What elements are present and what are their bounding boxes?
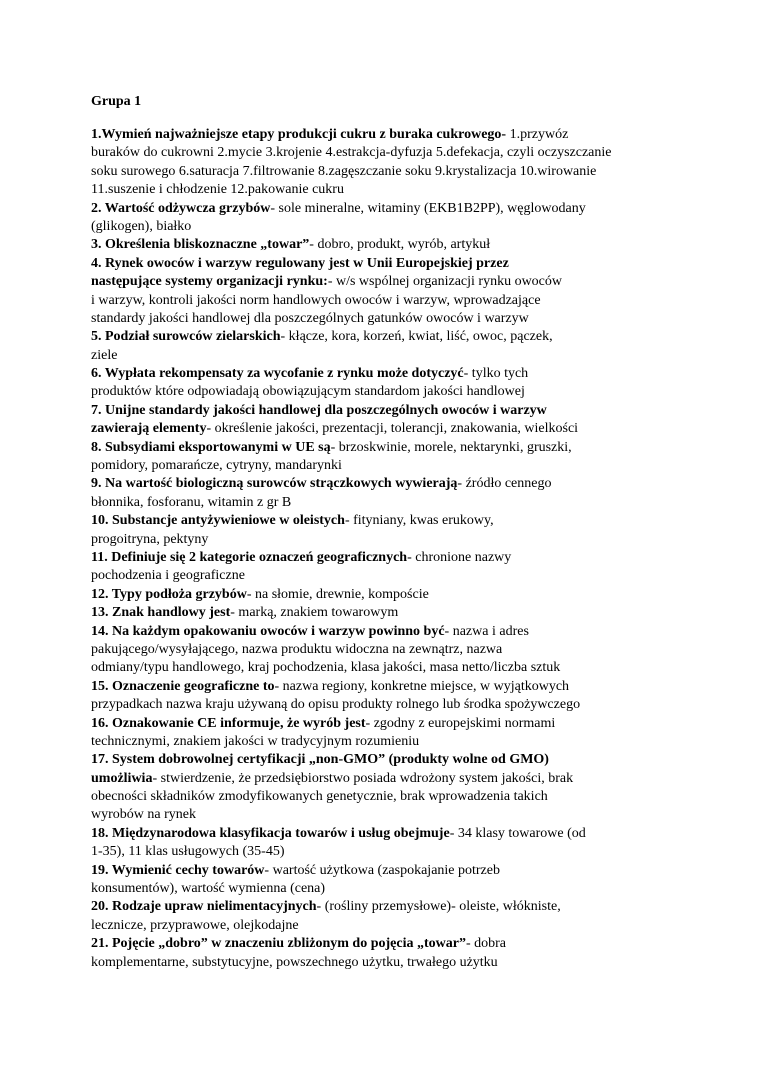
document-title: Grupa 1 (91, 94, 142, 109)
text-line (91, 770, 612, 788)
question-text: 12. Typy podłoża grzybów (91, 586, 247, 602)
text-line (91, 733, 612, 751)
text-line (91, 163, 612, 181)
answer-text: (glikogen), białko (91, 218, 192, 234)
answer-text: błonnika, fosforanu, witamin z gr B (91, 494, 292, 510)
text-line (91, 475, 612, 493)
question-text: 17. System dobrowolnej certyfikacji „non-GMO” (produkty wolne od GMO) (91, 752, 549, 768)
question-text: 13. Znak handlowy jest (91, 605, 231, 621)
answer-text: komplementarne, substytucyjne, powszechnego użytku, trwałego użytku (91, 954, 498, 970)
question-text: 9. Na wartość biologiczną surowców strączkowych wywierają (91, 476, 458, 492)
answer-text: standardy jakości handlowej dla poszczególnych gatunków owoców i warzyw (91, 310, 529, 326)
text-line (91, 200, 612, 218)
answer-text: - marką, znakiem towarowym (230, 605, 399, 621)
text-line (91, 236, 612, 254)
text-line (91, 512, 612, 530)
text-line (91, 365, 612, 383)
text-line (91, 678, 612, 696)
answer-text: 1-35), 11 klas usługowych (35-45) (91, 844, 285, 860)
text-line (91, 880, 612, 898)
text-line (91, 788, 612, 806)
text-line (91, 420, 612, 438)
answer-text: - fityniany, kwas erukowy, (344, 513, 494, 529)
question-text: 1.Wymień najważniejsze etapy produkcji cukru z buraka cukrowego- (91, 127, 507, 142)
answer-text: 1.przywóz (506, 127, 569, 142)
text-line (91, 310, 612, 328)
question-text: umożliwia (91, 770, 153, 786)
answer-text: - (rośliny przemysłowe)- oleiste, włókniste, (316, 899, 561, 915)
answer-text: - stwierdzenie, że przedsiębiorstwo posiada wdrożony system jakości, brak (152, 770, 574, 786)
text-line (91, 383, 612, 401)
answer-text: - kłącze, kora, korzeń, kwiat, liść, owoc, pączek, (280, 329, 553, 345)
text-line (91, 457, 612, 475)
text-line (91, 255, 612, 273)
question-text: 11. Definiuje się 2 kategorie oznaczeń geograficznych (91, 549, 408, 565)
text-line (91, 439, 612, 457)
question-text: 19. Wymienić cechy towarów (91, 862, 265, 878)
question-text: 20. Rodzaje upraw nielimentacyjnych (91, 899, 317, 915)
text-line (91, 898, 612, 916)
answer-text: pakującego/wysyłającego, nazwa produktu widoczna na zewnątrz, nazwa (91, 641, 503, 657)
text-line (91, 825, 612, 843)
answer-text: - 34 klasy towarowe (od (449, 825, 586, 841)
text-line (91, 144, 612, 162)
text-line (91, 567, 612, 585)
text-line (91, 126, 612, 144)
question-text: 3. Określenia bliskoznaczne „towar” (91, 237, 310, 253)
text-line (91, 218, 612, 236)
text-line (91, 751, 612, 769)
answer-text: przypadkach nazwa kraju używaną do opisu produkty rolnego lub środka spożywczego (91, 697, 581, 713)
text-line (91, 347, 612, 365)
question-text: zawierają elementy (91, 421, 207, 437)
answer-text: odmiany/typu handlowego, kraj pochodzenia, klasa jakości, masa netto/liczba sztuk (91, 660, 561, 676)
question-text: 6. Wypłata rekompensaty za wycofanie z rynku może dotyczyć (91, 366, 464, 382)
answer-text: - zgodny z europejskimi normami (365, 715, 556, 731)
question-text: 7. Unijne standardy jakości handlowej dla poszczególnych owoców i warzyw (91, 402, 547, 418)
text-line (91, 954, 612, 972)
answer-text: - brzoskwinie, morele, nektarynki, gruszki, (330, 439, 572, 455)
answer-text: wyrobów na rynek (91, 807, 196, 823)
answer-text: produktów które odpowiadają obowiązującym standardom jakości handlowej (91, 384, 525, 400)
text-line (91, 696, 612, 714)
text-line (91, 659, 612, 677)
answer-text: - sole mineralne, witaminy (EKB1B2PP), węglowodany (270, 200, 586, 216)
text-line (91, 806, 612, 824)
text-line (91, 402, 612, 420)
text-line (91, 328, 612, 346)
text-line (91, 292, 612, 310)
answer-text: - tylko tych (463, 366, 529, 382)
question-text: 2. Wartość odżywcza grzybów (91, 200, 271, 216)
question-text: 4. Rynek owoców i warzyw regulowany jest w Unii Europejskiej przez (91, 255, 509, 271)
question-text: 15. Oznaczenie geograficzne to (91, 678, 275, 694)
answer-text: - na słomie, drewnie, kompoście (246, 586, 429, 602)
answer-text: pochodzenia i geograficzne (91, 568, 245, 584)
answer-text: pomidory, pomarańcze, cytryny, mandarynki (91, 458, 342, 474)
answer-text: - określenie jakości, prezentacji, tolerancji, znakowania, wielkości (206, 421, 579, 437)
text-line (91, 641, 612, 659)
text-line (91, 935, 612, 953)
question-text: 5. Podział surowców zielarskich (91, 329, 281, 345)
text-line (91, 917, 612, 935)
answer-text: - wartość użytkowa (zaspokajanie potrzeb (264, 862, 500, 878)
answer-text: - nazwa regiony, konkretne miejsce, w wyjątkowych (274, 678, 570, 694)
text-line (91, 549, 612, 567)
answer-text: lecznicze, przyprawowe, olejkodajne (91, 917, 299, 933)
answer-text: - dobro, produkt, wyrób, artykuł (309, 237, 491, 253)
text-line (91, 715, 612, 733)
answer-text: 11.suszenie i chłodzenie 12.pakowanie cukru (91, 182, 344, 198)
answer-text: technicznymi, znakiem jakości w tradycyjnym rozumieniu (91, 733, 420, 749)
answer-text: - źródło cennego (457, 476, 552, 492)
answer-text: ziele (91, 347, 118, 363)
question-text: 21. Pojęcie „dobro” w znaczeniu zbliżonym do pojęcia „towar” (91, 936, 466, 952)
text-line (91, 586, 612, 604)
answer-text: konsumentów), wartość wymienna (cena) (91, 881, 326, 897)
answer-text: - w/s wspólnej organizacji rynku owoców (327, 274, 563, 290)
answer-text: - chronione nazwy (407, 549, 512, 565)
answer-text: - dobra (465, 936, 507, 952)
question-text: 16. Oznakowanie CE informuje, że wyrób jest (91, 715, 366, 731)
text-line (91, 843, 612, 861)
text-line (91, 604, 612, 622)
question-text: 14. Na każdym opakowaniu owoców i warzyw powinno być (91, 623, 445, 639)
answer-text: soku surowego 6.saturacja 7.filtrowanie 8.zagęszczanie soku 9.krystalizacja 10.wirowanie (91, 163, 597, 179)
question-text: następujące systemy organizacji rynku: (91, 274, 328, 290)
document-body (91, 126, 612, 972)
text-line (91, 273, 612, 291)
text-line (91, 623, 612, 641)
answer-text: progoitryna, pektyny (91, 531, 209, 547)
question-text: 18. Międzynarodowa klasyfikacja towarów i usług obejmuje (91, 825, 450, 841)
answer-text: obecności składników zmodyfikowanych genetycznie, brak wprowadzenia takich (91, 789, 548, 805)
answer-text: buraków do cukrowni 2.mycie 3.krojenie 4.estrakcja-dyfuzja 5.defekacja, czyli oczyszczanie (91, 145, 612, 161)
question-text: 8. Subsydiami eksportowanymi w UE są (91, 439, 331, 455)
answer-text: i warzyw, kontroli jakości norm handlowych owoców i warzyw, wprowadzające (91, 292, 541, 308)
text-line (91, 181, 612, 199)
text-line (91, 531, 612, 549)
text-line (91, 862, 612, 880)
text-line (91, 494, 612, 512)
answer-text: - nazwa i adres (444, 623, 529, 639)
question-text: 10. Substancje antyżywieniowe w oleistych (91, 513, 345, 529)
